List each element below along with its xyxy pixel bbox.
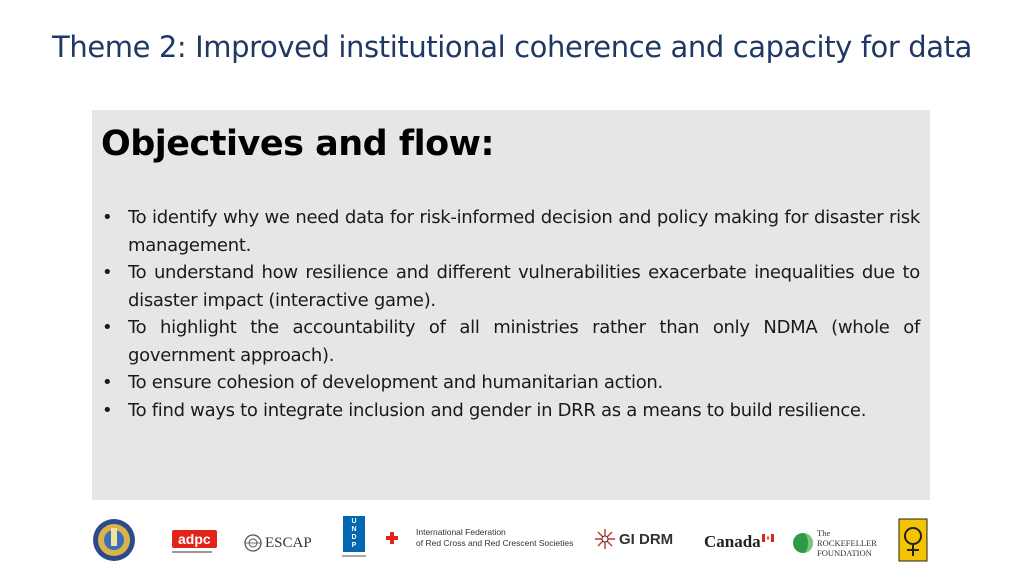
- government-seal-logo: [92, 518, 136, 562]
- undp-logo: [342, 516, 366, 557]
- objective-item: • To identify why we need data for risk-informed decision and policy making for disaster risk management.: [100, 204, 920, 259]
- rockefeller-logo-text: [817, 528, 877, 558]
- escap-logo: [244, 534, 312, 552]
- objective-item: • To find ways to integrate inclusion and gender in DRR as a means to build resilience.: [100, 397, 920, 425]
- undp-letter: P: [351, 542, 357, 549]
- canada-flag-icon: [762, 534, 774, 542]
- gidrm-logo: [594, 528, 673, 550]
- adpc-logo-text: adpc: [172, 530, 217, 548]
- gidrm-logo-text: GI DRM: [619, 530, 674, 548]
- objective-item: • To ensure cohesion of development and humanitarian action.: [100, 369, 920, 397]
- rockefeller-name-line: The: [817, 528, 831, 538]
- ifrc-logo: [386, 527, 573, 549]
- undp-letter: U: [351, 518, 357, 525]
- objective-item: • To understand how resilience and different vulnerabilities exacerbate inequalities due to disaster impact (interactive game).: [100, 259, 920, 314]
- rockefeller-foundation-logo: [792, 528, 877, 558]
- undp-letter: N: [351, 526, 357, 533]
- ifrc-name-line: International Federation: [416, 527, 506, 537]
- gidrm-burst-icon: [594, 528, 616, 550]
- slide-title: Theme 2: Improved institutional coherence and capacity for data: [52, 30, 972, 64]
- canada-logo-text: Canada: [704, 532, 761, 551]
- ifrc-logo-text: [416, 527, 573, 549]
- undp-tagline-line: [342, 555, 366, 557]
- red-cross-crescent-icon: [386, 531, 412, 545]
- objective-item: • To highlight the accountability of all ministries rather than only NDMA (whole of government approach).: [100, 314, 920, 369]
- canada-wordmark-logo: [704, 532, 774, 552]
- rockefeller-name-line: FOUNDATION: [817, 548, 872, 558]
- undp-letter: D: [351, 534, 357, 541]
- escap-logo-text: ESCAP: [265, 534, 312, 551]
- partner-logos-strip: [92, 514, 952, 564]
- seal-icon: [92, 518, 136, 562]
- adpc-tagline-line: [172, 551, 212, 553]
- ndma-logo: [898, 518, 928, 562]
- rockefeller-globe-icon: [792, 532, 814, 554]
- objectives-panel: [92, 110, 930, 500]
- ndma-emblem-icon: [898, 518, 928, 562]
- adpc-logo: [172, 530, 217, 553]
- undp-logo-box: [343, 516, 365, 552]
- rockefeller-name-line: ROCKEFELLER: [817, 538, 877, 548]
- objectives-list: [100, 204, 920, 424]
- un-emblem-icon: [244, 534, 262, 552]
- panel-heading: Objectives and flow:: [101, 124, 494, 164]
- ifrc-name-line: of Red Cross and Red Crescent Societies: [416, 538, 574, 548]
